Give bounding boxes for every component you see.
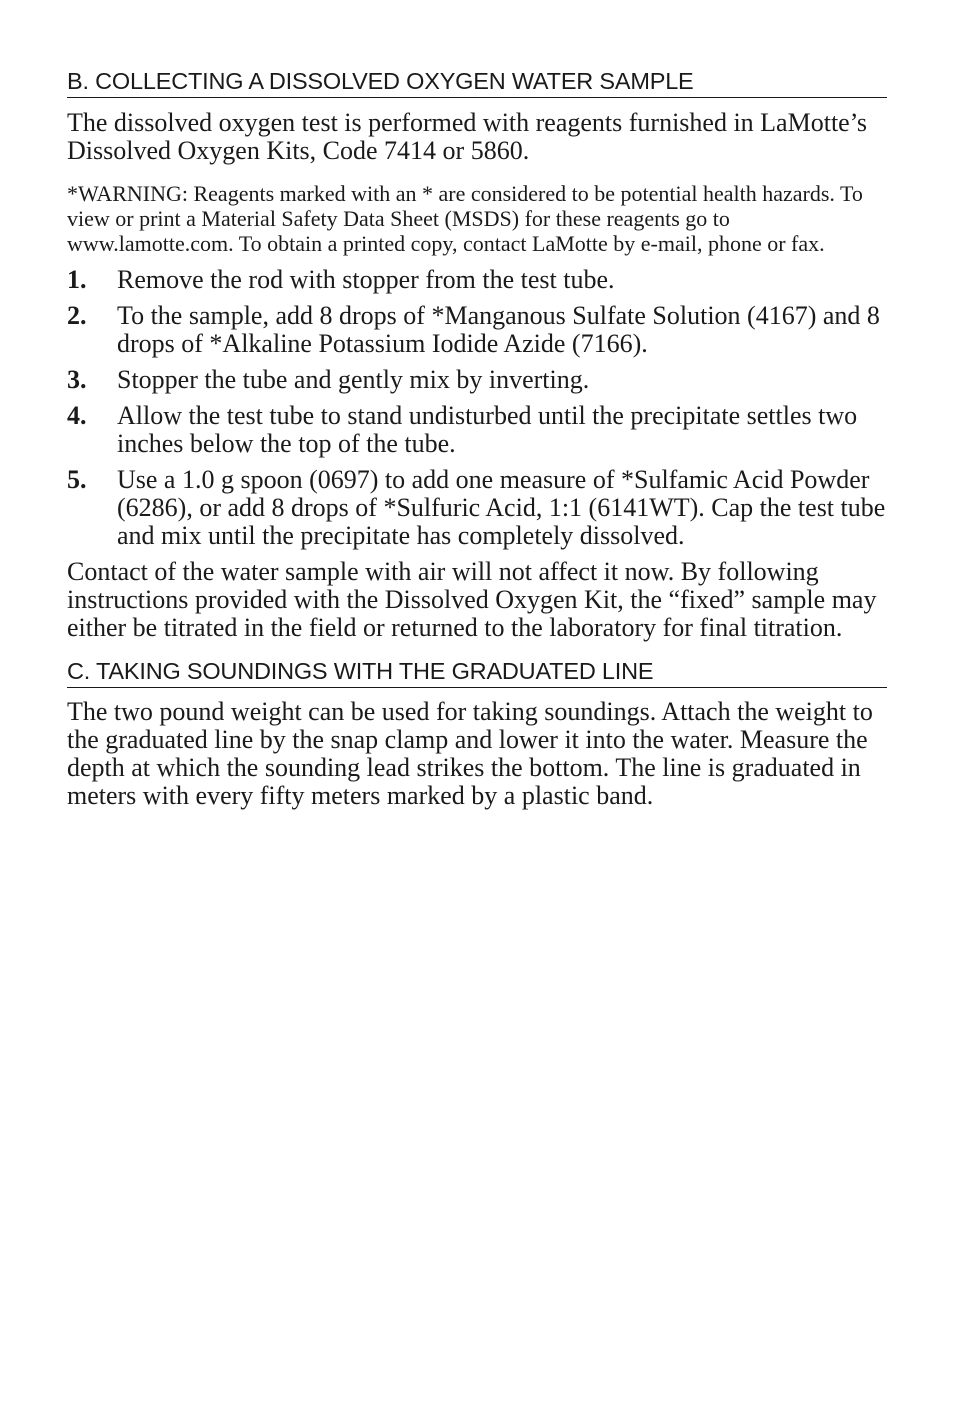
closing-paragraph: Contact of the water sample with air will not affect it now. By following instructions provided with the Dissolved Oxygen Kit, the “fixed” sample may either be titrated in the field or returned to the laboratory for final titration. bbox=[67, 557, 877, 642]
intro-paragraph: The dissolved oxygen test is performed with reagents furnished in LaMotte’s Dissolved Oxygen Kits, Code 7414 or 5860. bbox=[67, 108, 868, 165]
step-1 bbox=[67, 266, 887, 294]
soundings-paragraph: The two pound weight can be used for taking soundings. Attach the weight to the graduated line by the snap clamp and lower it into the water. Measure the depth at which the sounding lead strikes the bottom. The line is graduated in meters with every fifty meters marked by a plastic band. bbox=[67, 697, 873, 810]
step-number: 2. bbox=[67, 301, 87, 330]
step-number: 4. bbox=[67, 401, 87, 430]
section-b-heading: B. COLLECTING A DISSOLVED OXYGEN WATER SAMPLE bbox=[67, 66, 887, 98]
step-number: 1. bbox=[67, 265, 87, 294]
step-4 bbox=[67, 402, 887, 458]
step-number: 3. bbox=[67, 365, 87, 394]
section-c-heading: C. TAKING SOUNDINGS WITH THE GRADUATED LINE bbox=[67, 656, 887, 688]
step-3 bbox=[67, 366, 887, 394]
warning-paragraph: *WARNING: Reagents marked with an * are considered to be potential health hazards. To view or print a Material Safety Data Sheet (MSDS) for these reagents go to www.lamotte.com. To obtain a printed copy, contact LaMotte by e-mail, phone or fax. bbox=[67, 181, 863, 256]
step-number: 5. bbox=[67, 465, 87, 494]
step-5 bbox=[67, 466, 887, 550]
step-text: Allow the test tube to stand undisturbed until the precipitate settles two inches below the top of the tube. bbox=[117, 401, 858, 458]
step-text: Remove the rod with stopper from the test tube. bbox=[117, 265, 615, 294]
document-page bbox=[67, 66, 887, 810]
step-text: Use a 1.0 g spoon (0697) to add one measure of *Sulfamic Acid Powder (6286), or add 8 drops of *Sulfuric Acid, 1:1 (6141WT). Cap the test tube and mix until the precipitate has completely dissolved. bbox=[117, 465, 886, 550]
procedure-steps bbox=[67, 266, 887, 550]
step-2 bbox=[67, 302, 887, 358]
step-text: To the sample, add 8 drops of *Manganous Sulfate Solution (4167) and 8 drops of *Alkaline Potassium Iodide Azide (7166). bbox=[117, 301, 880, 358]
step-text: Stopper the tube and gently mix by inverting. bbox=[117, 365, 590, 394]
